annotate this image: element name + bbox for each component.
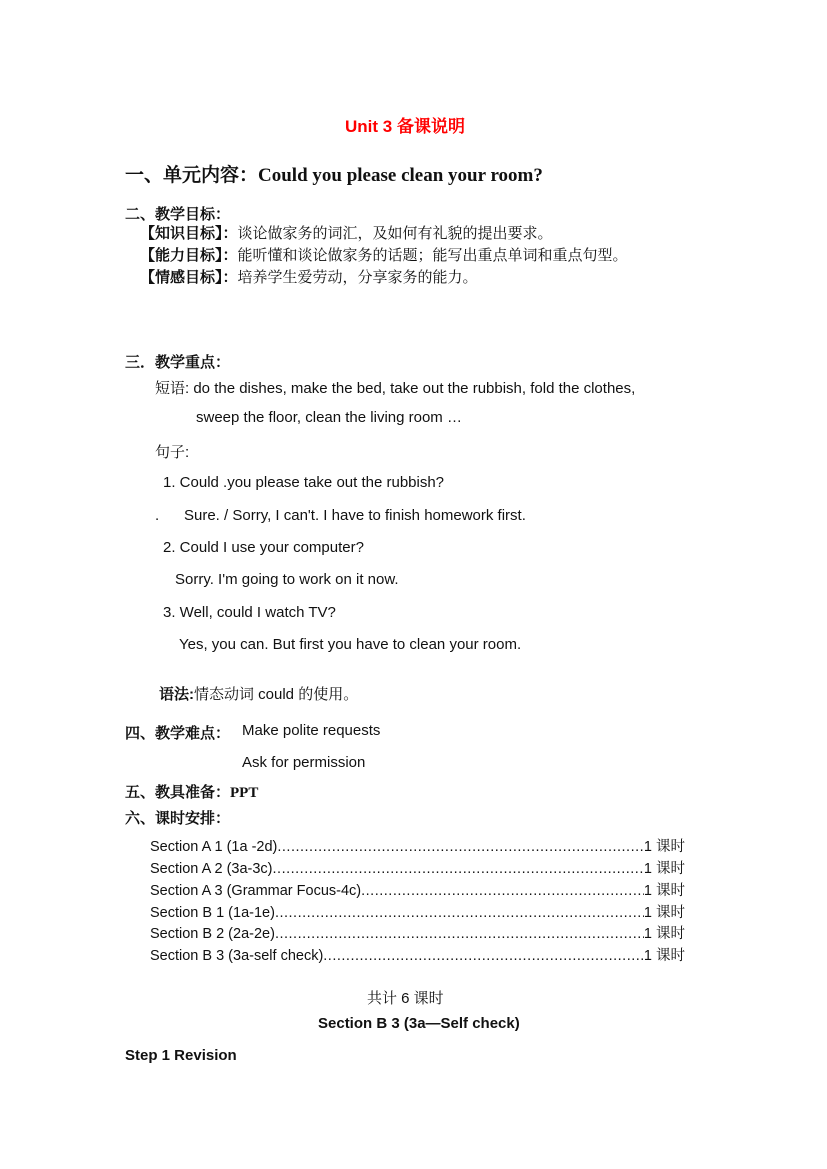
goal-knowledge (140, 222, 553, 243)
phrases-line-2: sweep the floor, clean the living room … (196, 409, 462, 426)
grammar-line (159, 683, 358, 704)
goal-text: 谈论做家务的词汇，及如何有礼貌的提出要求。 (237, 225, 553, 242)
sentence-3-reply: Yes, you can. But first you have to clean your room. (179, 636, 522, 653)
goal-emotion (140, 266, 478, 287)
goal-tag: 【情感目标】： (140, 269, 238, 286)
schedule-section: Section B 2 (2a-2e) (150, 926, 275, 942)
schedule-section: Section B 3 (3a-self check) (150, 948, 324, 964)
schedule-hours: 1 课时 (643, 883, 685, 899)
schedule-hours: 1 课时 (643, 839, 685, 855)
sentence-1: 1. Could .you please take out the rubbish? (163, 474, 445, 491)
phrases-label: 短语: (155, 380, 190, 397)
schedule-hours: 1 课时 (643, 861, 685, 877)
difficulties-heading: 四、教学难点： (125, 725, 231, 742)
step-heading: Step 1 Revision (125, 1047, 237, 1064)
schedule-row (150, 922, 685, 943)
difficulty-1: Make polite requests (242, 722, 381, 739)
schedule-hours: 1 课时 (643, 926, 685, 942)
section-label: 五、教具准备： (125, 784, 231, 801)
phrases-line-1 (155, 377, 635, 398)
sentence-3: 3. Well, could I watch TV? (163, 604, 336, 621)
grammar-label: 语法: (159, 686, 194, 703)
goal-tag: 【知识目标】： (140, 225, 238, 242)
stray-dot: . (155, 507, 160, 524)
goal-text: 培养学生爱劳动，分享家务的能力。 (237, 269, 478, 286)
materials-heading (125, 781, 258, 802)
unit-content-text: Could you please clean your room? (258, 165, 543, 186)
schedule-section: Section A 2 (3a-3c) (150, 861, 273, 877)
section-label: 一、单元内容： (125, 165, 259, 186)
schedule-row (150, 944, 685, 965)
page-title: Unit 3 备课说明 (345, 117, 465, 136)
schedule-row (150, 901, 685, 922)
schedule-section: Section A 3 (Grammar Focus-4c) (150, 883, 362, 899)
sentence-1-reply: Sure. / Sorry, I can't. I have to finish homework first. (184, 507, 526, 524)
goal-tag: 【能力目标】： (140, 247, 238, 264)
schedule-heading: 六、课时安排： (125, 810, 231, 827)
sentences-label: 句子: (155, 444, 190, 461)
key-points-heading: 三．教学重点： (125, 354, 231, 371)
schedule-hours: 1 课时 (643, 905, 685, 921)
sentence-2: 2. Could I use your computer? (163, 539, 364, 556)
teaching-goals-heading: 二、教学目标： (125, 206, 231, 223)
goal-ability (140, 244, 628, 265)
goal-text: 能听懂和谈论做家务的话题；能写出重点单词和重点句型。 (237, 247, 628, 264)
unit-content-heading (125, 160, 543, 187)
schedule-row (150, 857, 685, 878)
difficulty-2: Ask for permission (242, 754, 366, 771)
schedule-row (150, 879, 685, 900)
lesson-title: Section B 3 (3a—Self check) (318, 1015, 520, 1032)
schedule-hours: 1 课时 (643, 948, 685, 964)
schedule-total: 共计 6 课时 (367, 990, 444, 1007)
grammar-text: 情态动词 could 的使用。 (194, 686, 359, 703)
schedule-row (150, 835, 685, 856)
schedule-section: Section A 1 (1a -2d) (150, 839, 278, 855)
materials-text: PPT (230, 785, 259, 801)
schedule-section: Section B 1 (1a-1e) (150, 905, 275, 921)
sentence-2-reply: Sorry. I'm going to work on it now. (175, 571, 399, 588)
phrases-text: do the dishes, make the bed, take out the rubbish, fold the clothes, (193, 380, 636, 397)
